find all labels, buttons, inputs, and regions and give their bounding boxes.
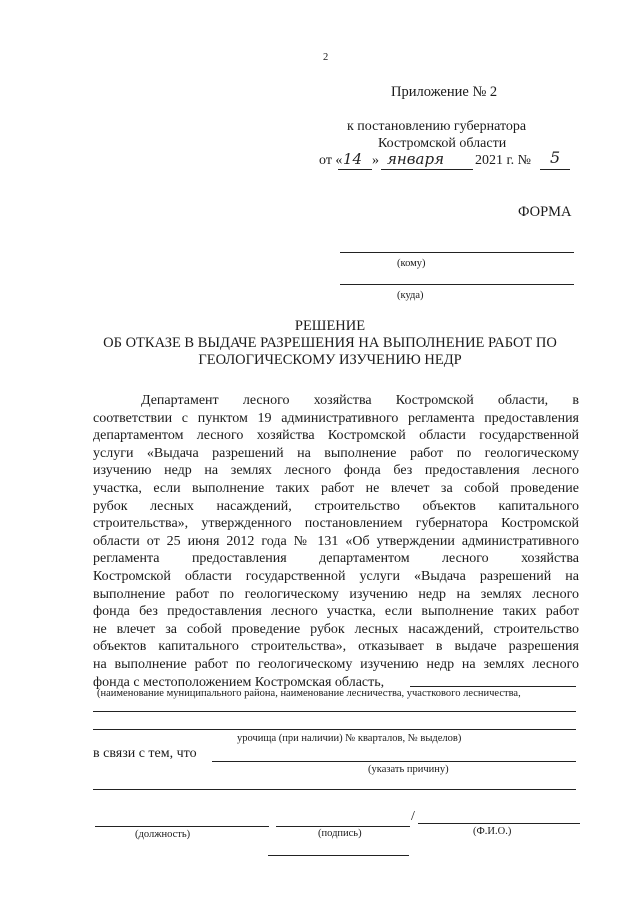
name-label: (Ф.И.О.)	[473, 826, 512, 837]
to-label: (кому)	[397, 258, 426, 269]
where-label: (куда)	[397, 290, 424, 301]
location-line-1	[410, 686, 576, 687]
location-hint: (наименование муниципального района, наименование лесничества, участкового лесничества,	[97, 688, 521, 699]
appendix-line2: Костромской области	[378, 136, 507, 151]
body-line: участка, если выполнение таких работ не влечет за собой проведение	[93, 480, 579, 496]
body-line: регламента предоставления департаментом лесного хозяйства	[93, 551, 579, 567]
doc-number: 5	[550, 148, 561, 167]
body-line: Костромской области государственной услуги «Выдача разрешений на	[93, 568, 579, 584]
location-line-2	[93, 711, 576, 712]
form-label: ФОРМА	[518, 204, 572, 220]
to-line	[340, 252, 574, 253]
body-line: изучению недр на землях лесного фонда без предоставления лесного	[93, 463, 579, 479]
page-number: 2	[323, 52, 329, 63]
body-line: области от 25 июня 2012 года № 131 «Об утверждении административного	[93, 533, 579, 549]
body-paragraph	[93, 392, 579, 691]
date-year: 2021 г. №	[475, 153, 532, 168]
body-line: фонда без предоставления лесного участка, если выполнение таких работ	[93, 604, 579, 620]
body-line: соответствии с пунктом 19 административного регламента предоставления	[93, 410, 579, 426]
body-line: департаментом лесного хозяйства Костромской области государственной	[93, 428, 579, 444]
body-line: на выполнение работ по геологическому изучению недр на землях лесного	[93, 656, 579, 672]
signature-slash: /	[411, 809, 415, 824]
date-day-underline	[338, 169, 372, 170]
location-hint-2: урочища (при наличии) № кварталов, № выделов)	[237, 733, 462, 744]
body-line: Департамент лесного хозяйства Костромской области, в	[141, 393, 579, 408]
sign-label: (подпись)	[318, 828, 362, 839]
bottom-line	[268, 855, 409, 856]
appendix-title: Приложение № 2	[391, 84, 498, 100]
body-line: услуги «Выдача разрешений на выполнение работ по геологическому	[93, 445, 579, 461]
body-line: объектов капитального строительства», отказывает в выдаче разрешения	[93, 639, 579, 655]
date-month-underline	[381, 169, 473, 170]
name-line	[418, 823, 580, 824]
body-line: не влечет за собой проведение рубок лесных насаждений, строительство	[93, 621, 579, 637]
title-line1: РЕШЕНИЕ	[294, 318, 366, 334]
date-month: января	[387, 150, 445, 168]
reason-hint: (указать причину)	[368, 764, 449, 775]
reason-line	[212, 761, 576, 762]
body-line: строительства», утвержденного постановлением губернатора Костромской	[93, 516, 579, 532]
date-day: 14	[343, 150, 363, 168]
position-line	[95, 826, 269, 827]
appendix-line1: к постановлению губернатора	[347, 119, 527, 134]
reason-line-2	[93, 789, 576, 790]
location-line-3	[93, 729, 576, 730]
title-line3: ГЕОЛОГИЧЕСКОМУ ИЗУЧЕНИЮ НЕДР	[198, 352, 462, 368]
position-label: (должность)	[135, 829, 191, 840]
date-mid: »	[372, 153, 379, 168]
reason-prefix: в связи с тем, что	[93, 746, 197, 761]
sign-line	[276, 826, 410, 827]
date-prefix: от «	[319, 153, 343, 168]
where-line	[340, 284, 574, 285]
body-line: выполнение работ по геологическому изучению недр на землях лесного	[93, 586, 579, 602]
body-line: фонда с местоположением Костромская область,	[93, 674, 385, 690]
body-line: рубок лесных насаждений, строительство объектов капитального	[93, 498, 579, 514]
title-line2: ОБ ОТКАЗЕ В ВЫДАЧЕ РАЗРЕШЕНИЯ НА ВЫПОЛНЕНИЕ РАБОТ ПО	[103, 335, 557, 351]
number-underline	[540, 169, 570, 170]
